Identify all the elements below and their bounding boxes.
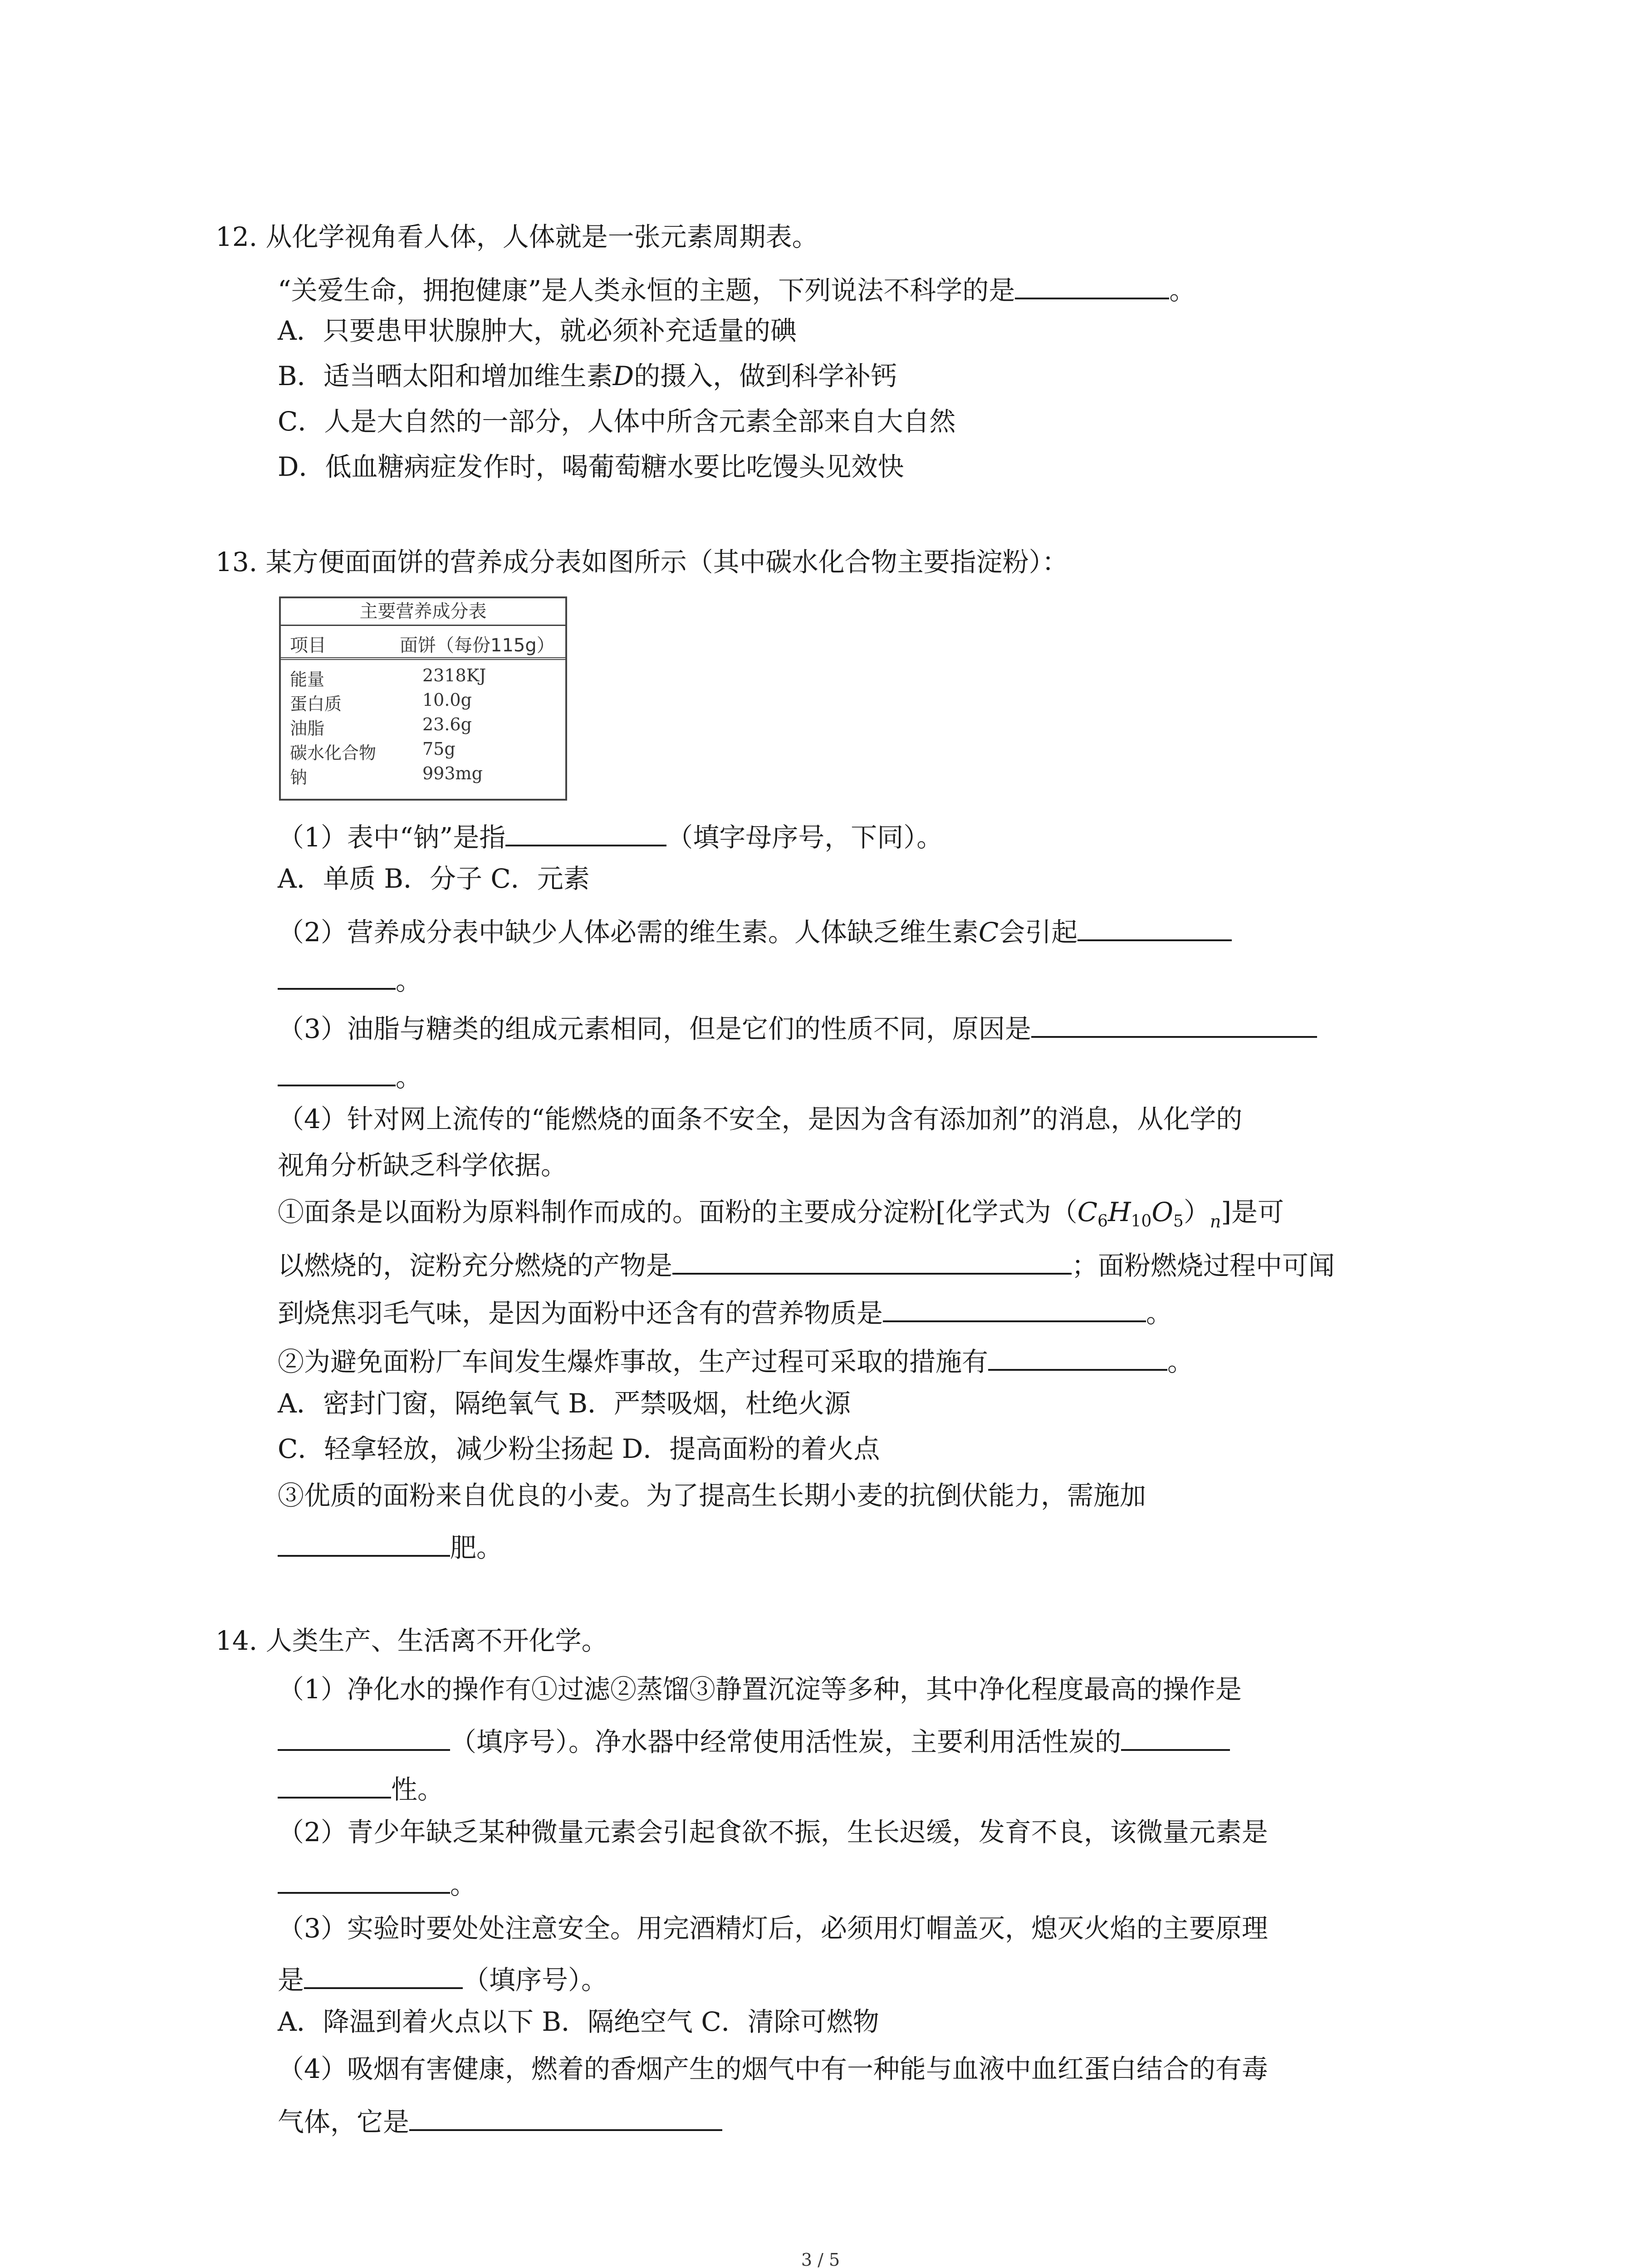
q13-part4-l1: （4）针对网上流传的“能燃烧的面条不安全，是因为含有添加剂”的消息，从化学的 (278, 1104, 1243, 1134)
q14-part3-l2-post: （填序号）。 (463, 1965, 608, 1995)
page-number: 3 / 5 (801, 2250, 840, 2268)
q13-part4b-end: 。 (1167, 1346, 1194, 1377)
q14-part1-blank-c[interactable] (278, 1771, 391, 1799)
q13-part4c-post: 肥。 (450, 1532, 503, 1563)
q13-part2-blank-a[interactable] (1078, 914, 1232, 941)
q12-option-b-post: 的摄入，做到科学补钙 (634, 361, 897, 391)
q13-part2-var: C (978, 917, 999, 948)
q12-answer-blank[interactable] (1015, 272, 1169, 299)
q14-part1-blank-a[interactable] (278, 1724, 450, 1751)
nutrition-table-header (281, 625, 565, 660)
q14-part1-mid: （填序号）。净水器中经常使用活性炭，主要利用活性炭的 (450, 1726, 1122, 1757)
q12-option-d: D．低血糖病症发作时，喝葡萄糖水要比吃馒头见效快 (278, 451, 904, 482)
q13-part4c: ③优质的面粉来自优良的小麦。为了提高生长期小麦的抗倒伏能力，需施加 (278, 1480, 1146, 1511)
q12-stem: 12. 从化学视角看人体，人体就是一张元素周期表。 (216, 221, 818, 252)
q14-part4-l2-text: 气体，它是 (278, 2107, 410, 2137)
q14-part2-blank[interactable] (278, 1867, 450, 1894)
nutrition-col-per-serving: 面饼（每份115g） (400, 635, 555, 656)
q13-part4c-blank[interactable] (278, 1530, 450, 1557)
q13-part4a-l3-text: 到烧焦羽毛气味，是因为面粉中还含有的营养物质是 (278, 1298, 883, 1329)
q14-part4-blank[interactable] (409, 2104, 722, 2131)
formula-c: C (1077, 1197, 1098, 1227)
q13-part1-blank[interactable] (505, 819, 666, 846)
formula-o: O (1151, 1197, 1173, 1227)
q13-part3-blank-b[interactable] (278, 1059, 396, 1086)
q14-part3-blank[interactable] (304, 1962, 463, 1989)
q14-part1-l2 (278, 1724, 1230, 1755)
q14-part4-l1: （4）吸烟有害健康，燃着的香烟产生的烟气中有一种能与血液中血红蛋白结合的有毒 (278, 2053, 1268, 2084)
q13-part3 (278, 1011, 1317, 1042)
q13-part1 (278, 819, 943, 853)
q12-option-c: C．人是大自然的一部分，人体中所含元素全部来自大自然 (278, 406, 956, 437)
nutrition-row (281, 761, 565, 785)
formula-o-sub: 5 (1173, 1212, 1184, 1231)
q13-part4b-options-ab: A．密封门窗，隔绝氧气 B．严禁吸烟，杜绝火源 (278, 1388, 851, 1419)
q14-part1-blank-b[interactable] (1121, 1724, 1230, 1751)
q14-stem: 14. 人类生产、生活离不开化学。 (216, 1625, 608, 1656)
q13-part2-post: 会引起 (999, 917, 1078, 948)
q13-part4a-l2 (278, 1247, 1335, 1279)
nutrition-row (281, 712, 565, 736)
q14-part1-l3 (278, 1771, 444, 1803)
q13-part2-cont (278, 963, 422, 994)
nutrition-row (281, 687, 565, 712)
q14-part1-post: 性。 (391, 1774, 444, 1805)
q14-part4-l2 (278, 2104, 722, 2135)
q13-part3-cont (278, 1059, 422, 1093)
q12-option-b-pre: B．适当晒太阳和增加维生素 (278, 361, 613, 391)
q12-prompt-end: 。 (1169, 275, 1196, 306)
formula-h: H (1107, 1197, 1131, 1227)
nutrition-row-value: 2318KJ (422, 665, 486, 685)
q13-part4a-blank-a[interactable] (672, 1247, 1072, 1275)
nutrition-row-name: 碳水化合物 (290, 743, 377, 763)
q13-part4c-cont (278, 1530, 503, 1561)
nutrition-row (281, 736, 565, 761)
q13-part1-pre: （1）表中“钠”是指 (278, 822, 506, 853)
nutrition-row-name: 蛋白质 (290, 694, 342, 714)
q13-part4-l2: 视角分析缺乏科学依据。 (278, 1150, 568, 1181)
q13-part4a-end: 。 (1146, 1298, 1173, 1329)
q12-option-a: A．只要患甲状腺肿大，就必须补充适量的碘 (278, 315, 797, 346)
q13-part1-post: （填字母序号，下同）。 (666, 822, 943, 853)
q13-part4b (278, 1344, 1194, 1375)
q14-part2-cont (278, 1867, 476, 1898)
q13-part4a-post: ]是可 (1221, 1197, 1284, 1227)
nutrition-table-title: 主要营养成分表 (281, 598, 565, 626)
q13-part4a-l3 (278, 1295, 1173, 1329)
q13-part3-text: （3）油脂与糖类的组成元素相同，但是它们的性质不同，原因是 (278, 1013, 1031, 1044)
q14-part3-l2 (278, 1962, 607, 1993)
q13-part4a-l1 (278, 1199, 1284, 1230)
formula-paren: ） (1183, 1197, 1210, 1227)
q13-part4a-l2-post: ；面粉燃烧过程中可闻 (1072, 1250, 1335, 1281)
q13-part2-end: 。 (396, 965, 422, 996)
q13-part2-pre: （2）营养成分表中缺少人体必需的维生素。人体缺乏维生素 (278, 917, 979, 948)
q14-part2-end: 。 (450, 1869, 477, 1900)
nutrition-row-name: 能量 (290, 670, 325, 689)
q13-part3-blank-a[interactable] (1031, 1011, 1317, 1038)
nutrition-row-name: 钠 (290, 767, 308, 787)
q14-part3-options: A．降温到着火点以下 B．隔绝空气 C．清除可燃物 (278, 2006, 879, 2037)
q13-part2 (278, 914, 1232, 948)
q12-option-b-var: D (612, 361, 634, 391)
nutrition-table (279, 596, 567, 801)
q13-part4b-text: ②为避免面粉厂车间发生爆炸事故，生产过程可采取的措施有 (278, 1346, 989, 1377)
formula-n: n (1210, 1212, 1221, 1232)
q14-part3-l2-pre: 是 (278, 1965, 304, 1995)
nutrition-row-name: 油脂 (290, 719, 325, 738)
nutrition-row-value: 10.0g (422, 690, 472, 710)
nutrition-col-item: 项目 (290, 635, 326, 656)
q13-stem: 13. 某方便面面饼的营养成分表如图所示（其中碳水化合物主要指淀粉）： (216, 547, 1068, 577)
nutrition-row-value: 75g (422, 739, 456, 759)
q13-part4a-blank-b[interactable] (883, 1295, 1146, 1322)
nutrition-row-value: 993mg (422, 763, 483, 783)
q13-part3-end: 。 (396, 1062, 422, 1093)
q14-part2: （2）青少年缺乏某种微量元素会引起食欲不振，生长迟缓，发育不良，该微量元素是 (278, 1817, 1268, 1848)
q12-option-b (278, 363, 897, 389)
q13-part4b-options-cd: C．轻拿轻放，减少粉尘扬起 D．提高面粉的着火点 (278, 1433, 880, 1464)
q13-part1-options: A．单质 B．分子 C．元素 (278, 863, 590, 894)
q13-part4b-blank[interactable] (988, 1344, 1167, 1371)
formula-c-sub: 6 (1097, 1212, 1108, 1231)
q14-part3-l1: （3）实验时要处处注意安全。用完酒精灯后，必须用灯帽盖灭，熄灭火焰的主要原理 (278, 1913, 1268, 1944)
q12-prompt-line (278, 272, 1196, 306)
q13-part2-blank-b[interactable] (278, 963, 396, 990)
q14-part1-l1: （1）净化水的操作有①过滤②蒸馏③静置沉淀等多种，其中净化程度最高的操作是 (278, 1674, 1242, 1705)
nutrition-row-value: 23.6g (422, 714, 472, 734)
q13-part4a-l2-pre: 以燃烧的，淀粉充分燃烧的产物是 (278, 1250, 673, 1281)
nutrition-row (281, 663, 565, 687)
q13-part4a-pre: ①面条是以面粉为原料制作而成的。面粉的主要成分淀粉[化学式为（ (278, 1197, 1078, 1227)
formula-h-sub: 10 (1131, 1212, 1152, 1231)
q12-prompt: “关爱生命，拥抱健康”是人类永恒的主题，下列说法不科学的是 (278, 275, 1015, 306)
